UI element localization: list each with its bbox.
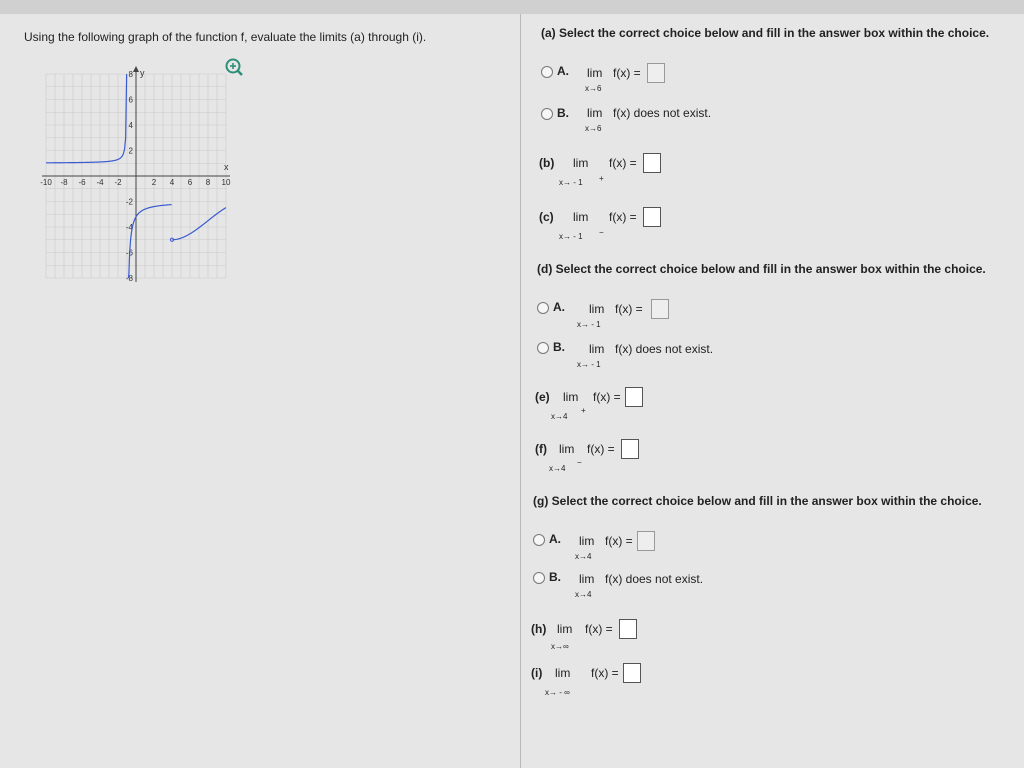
part-i-answer-box[interactable]: [623, 663, 641, 683]
y-tick-label: -8: [125, 274, 133, 283]
x-tick-label: 4: [169, 178, 175, 187]
part-f-label: (f): [535, 442, 547, 456]
left-panel: [0, 14, 520, 768]
y-tick-label: -4: [125, 223, 133, 232]
part-d-instruction: (d) Select the correct choice below and fill in the answer box within the choice.: [537, 262, 986, 276]
problem-prompt: Using the following graph of the function f, evaluate the limits (a) through (i).: [24, 30, 427, 44]
part-d-choice-b-lim: lim: [589, 342, 605, 356]
part-g-choice-a-fx: f(x) =: [605, 534, 633, 548]
part-d-choice-b-radio[interactable]: [537, 342, 549, 354]
part-h-lim: lim: [557, 622, 573, 636]
part-c-superscript: −: [599, 228, 604, 237]
part-f-lim: lim: [559, 442, 575, 456]
y-tick-label: 8: [128, 70, 133, 79]
part-g-choice-b-subscript: x→4: [575, 590, 592, 599]
part-f-answer-box[interactable]: [621, 439, 639, 459]
y-axis-arrow: [133, 66, 139, 72]
part-g-choice-a-lim: lim: [579, 534, 595, 548]
x-tick-label: 2: [151, 178, 157, 187]
part-c-subscript: x→ - 1: [559, 232, 583, 241]
part-h-fx: f(x) =: [585, 622, 613, 636]
function-graph: [36, 66, 236, 286]
part-a-choice-b-label: B.: [557, 106, 569, 120]
part-e-answer-box[interactable]: [625, 387, 643, 407]
part-b-label: (b): [539, 156, 555, 170]
part-a-choice-b-radio[interactable]: [541, 108, 553, 120]
part-a-choice-a-fx: f(x) =: [613, 66, 641, 80]
y-tick-label: -6: [125, 248, 133, 258]
part-a-choice-b-text: f(x) does not exist.: [613, 106, 712, 120]
part-a-answer-box[interactable]: [647, 63, 665, 83]
y-tick-label: 2: [128, 146, 133, 156]
part-a-choice-b-lim: lim: [587, 106, 603, 120]
part-g-choice-b-lim: lim: [579, 572, 595, 586]
part-g-answer-box[interactable]: [637, 531, 655, 551]
part-i-label: (i): [531, 666, 543, 680]
y-tick-label: 6: [128, 95, 133, 105]
part-f-superscript: −: [577, 458, 582, 467]
part-c-fx: f(x) =: [609, 210, 637, 224]
part-i-lim: lim: [555, 666, 571, 680]
x-tick-label: -2: [114, 178, 122, 187]
part-g-choice-a-radio[interactable]: [533, 534, 545, 546]
x-axis-label: x: [224, 162, 229, 172]
part-c-label: (c): [539, 210, 554, 224]
part-a-choice-a-subscript: x→6: [585, 84, 602, 93]
question-panel: [521, 14, 1024, 768]
part-e-fx: f(x) =: [593, 390, 621, 404]
top-bar: [0, 0, 1024, 14]
curve-left-branch: [46, 74, 127, 163]
x-tick-label: -4: [96, 178, 104, 187]
part-a-choice-b-subscript: x→6: [585, 124, 602, 133]
x-tick-label: -6: [78, 178, 86, 187]
curve-middle-branch: [125, 205, 171, 278]
part-e-lim: lim: [563, 390, 579, 404]
part-g-choice-a-label: A.: [549, 532, 561, 546]
part-e-subscript: x→4: [551, 412, 568, 421]
part-b-superscript: +: [599, 174, 604, 183]
part-d-choice-a-label: A.: [553, 300, 565, 314]
part-g-instruction: (g) Select the correct choice below and fill in the answer box within the choice.: [533, 494, 982, 508]
part-h-answer-box[interactable]: [619, 619, 637, 639]
part-d-choice-a-lim: lim: [589, 302, 605, 316]
part-b-fx: f(x) =: [609, 156, 637, 170]
part-b-lim: lim: [573, 156, 589, 170]
part-i-subscript: x→ - ∞: [545, 688, 570, 697]
x-tick-label: -10: [40, 178, 52, 187]
part-d-choice-b-subscript: x→ - 1: [577, 360, 601, 369]
part-a-choice-a-lim: lim: [587, 66, 603, 80]
part-g-choice-b-label: B.: [549, 570, 561, 584]
x-tick-label: -8: [60, 178, 68, 187]
part-e-superscript: +: [581, 406, 586, 415]
x-tick-label: 6: [187, 178, 193, 187]
part-h-subscript: x→∞: [551, 642, 569, 651]
part-c-answer-box[interactable]: [643, 207, 661, 227]
part-f-subscript: x→4: [549, 464, 566, 473]
part-g-choice-b-radio[interactable]: [533, 572, 545, 584]
part-d-choice-a-radio[interactable]: [537, 302, 549, 314]
part-e-label: (e): [535, 390, 550, 404]
y-axis-label: y: [140, 68, 145, 78]
part-g-choice-a-subscript: x→4: [575, 552, 592, 561]
part-h-label: (h): [531, 622, 547, 636]
part-g-choice-b-text: f(x) does not exist.: [605, 572, 704, 586]
part-d-choice-b-label: B.: [553, 340, 565, 354]
x-tick-label: 8: [205, 178, 211, 187]
part-b-answer-box[interactable]: [643, 153, 661, 173]
part-c-lim: lim: [573, 210, 589, 224]
part-d-choice-b-text: f(x) does not exist.: [615, 342, 714, 356]
part-a-choice-a-radio[interactable]: [541, 66, 553, 78]
part-d-answer-box[interactable]: [651, 299, 669, 319]
part-d-choice-a-fx: f(x) =: [615, 302, 643, 316]
part-d-choice-a-subscript: x→ - 1: [577, 320, 601, 329]
x-tick-label: 10: [221, 178, 231, 187]
part-f-fx: f(x) =: [587, 442, 615, 456]
part-a-instruction: (a) Select the correct choice below and fill in the answer box within the choice.: [541, 26, 990, 40]
y-tick-label: -2: [125, 197, 133, 207]
part-a-choice-a-label: A.: [557, 64, 569, 78]
part-i-fx: f(x) =: [591, 666, 619, 680]
part-b-subscript: x→ - 1: [559, 178, 583, 187]
y-tick-label: 4: [128, 121, 133, 130]
